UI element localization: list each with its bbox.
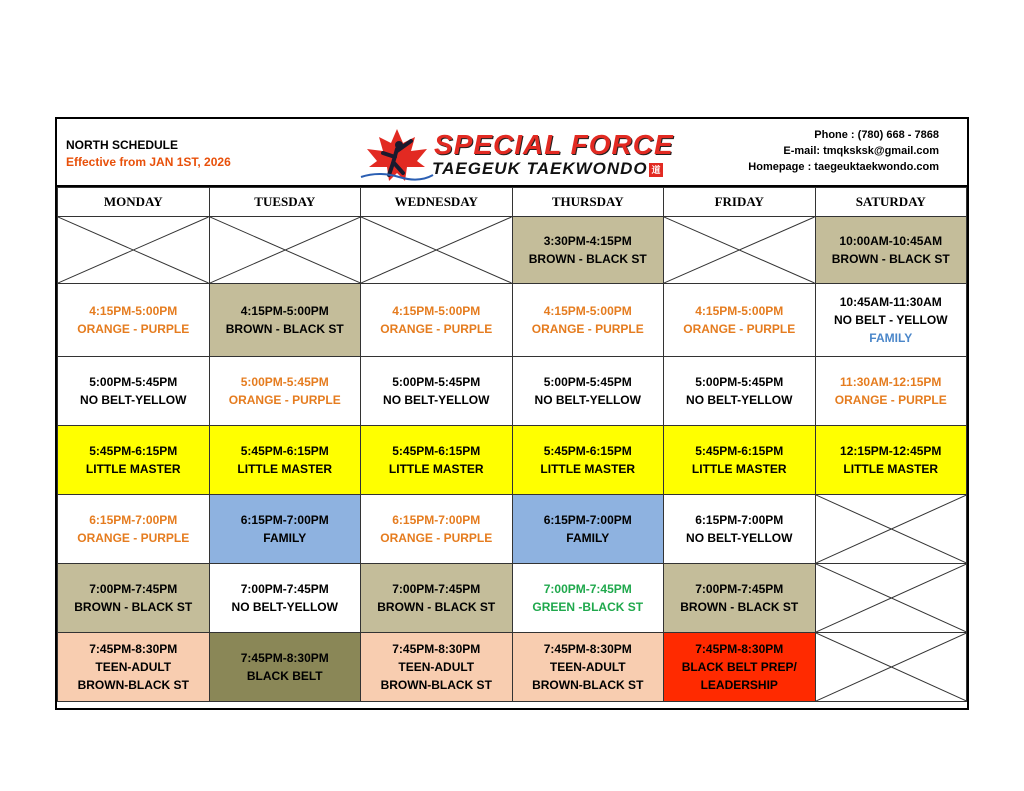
time-slot-row [58, 357, 967, 426]
class-time: 5:00PM-5:45PM [89, 375, 178, 389]
class-time: 5:45PM-6:15PM [543, 444, 632, 458]
class-level: BROWN - BLACK ST [74, 600, 193, 614]
time-slot-row [58, 495, 967, 564]
class-cell-thursday [512, 357, 664, 426]
class-level: NO BELT - YELLOW [833, 313, 948, 327]
class-cell-tuesday [209, 357, 361, 426]
cross-icon [816, 633, 967, 701]
no-class-cell-saturday [815, 564, 967, 633]
class-level: FAMILY [566, 531, 610, 545]
class-cell-monday [58, 564, 210, 633]
maple-leaf-fighter-icon [359, 127, 435, 183]
class-level: ORANGE - PURPLE [531, 322, 644, 336]
class-cell-monday [58, 284, 210, 357]
class-level: BROWN - BLACK ST [377, 600, 496, 614]
class-level: BROWN - BLACK ST [528, 252, 647, 266]
schedule-table [57, 187, 967, 702]
class-cell-saturday [815, 357, 967, 426]
class-level: LITTLE MASTER [85, 462, 181, 476]
class-time: 6:15PM-7:00PM [392, 513, 481, 527]
time-slot-row [58, 284, 967, 357]
no-class-cell-saturday [815, 495, 967, 564]
class-level: BROWN - BLACK ST [831, 252, 950, 266]
class-time: 7:45PM-8:30PM [695, 642, 784, 656]
class-cell-wednesday [361, 357, 513, 426]
class-time: 5:00PM-5:45PM [240, 375, 329, 389]
class-time: 4:15PM-5:00PM [695, 304, 784, 318]
day-header-thursday: THURSDAY [512, 188, 664, 217]
class-time: 10:00AM-10:45AM [839, 234, 943, 248]
no-class-cell-saturday [815, 633, 967, 702]
schedule-body [58, 217, 967, 702]
class-level: BLACK BELT PREP/ [681, 660, 797, 674]
class-cell-friday [664, 564, 816, 633]
day-header-friday: FRIDAY [664, 188, 816, 217]
class-time: 4:15PM-5:00PM [240, 304, 329, 318]
logo-line-2: TAEGEUK TAEKWONDO [432, 159, 648, 178]
class-time: 5:45PM-6:15PM [89, 444, 178, 458]
contact-info [748, 127, 939, 175]
class-cell-friday [664, 426, 816, 495]
class-cell-thursday [512, 495, 664, 564]
class-time: 6:15PM-7:00PM [89, 513, 178, 527]
class-level: ORANGE - PURPLE [683, 322, 796, 336]
class-cell-monday [58, 426, 210, 495]
class-cell-tuesday [209, 495, 361, 564]
header-left [66, 137, 231, 171]
class-level: LITTLE MASTER [237, 462, 333, 476]
class-level: FAMILY [869, 331, 913, 345]
no-class-cell-monday [58, 217, 210, 284]
class-time: 3:30PM-4:15PM [543, 234, 632, 248]
class-time: 11:30AM-12:15PM [840, 375, 942, 389]
logo-badge-icon: 道 [649, 163, 663, 177]
class-level: GREEN -BLACK ST [532, 600, 644, 614]
class-time: 5:45PM-6:15PM [392, 444, 481, 458]
class-level: TEEN-ADULT [398, 660, 475, 674]
cross-icon [664, 217, 815, 283]
cross-icon [58, 217, 209, 283]
class-time: 5:00PM-5:45PM [695, 375, 784, 389]
class-time: 7:00PM-7:45PM [240, 582, 329, 596]
class-time: 7:45PM-8:30PM [89, 642, 178, 656]
class-time: 7:45PM-8:30PM [543, 642, 632, 656]
class-level: LITTLE MASTER [691, 462, 787, 476]
class-level: NO BELT-YELLOW [383, 393, 490, 407]
class-time: 5:45PM-6:15PM [240, 444, 329, 458]
class-time: 5:00PM-5:45PM [392, 375, 481, 389]
class-level: BLACK BELT [246, 669, 323, 683]
class-level: LITTLE MASTER [388, 462, 484, 476]
class-cell-tuesday [209, 284, 361, 357]
day-header-saturday: SATURDAY [815, 188, 967, 217]
class-level: BROWN-BLACK ST [380, 678, 492, 692]
class-time: 5:00PM-5:45PM [543, 375, 632, 389]
class-level: LITTLE MASTER [540, 462, 636, 476]
class-cell-monday [58, 357, 210, 426]
time-slot-row [58, 564, 967, 633]
class-level: NO BELT-YELLOW [231, 600, 338, 614]
class-time: 7:00PM-7:45PM [89, 582, 178, 596]
class-cell-friday [664, 284, 816, 357]
class-level: FAMILY [263, 531, 307, 545]
class-cell-wednesday [361, 633, 513, 702]
class-time: 6:15PM-7:00PM [240, 513, 329, 527]
class-cell-tuesday [209, 564, 361, 633]
class-level: TEEN-ADULT [549, 660, 626, 674]
class-cell-saturday [815, 426, 967, 495]
class-level: ORANGE - PURPLE [834, 393, 947, 407]
class-cell-friday [664, 495, 816, 564]
class-cell-wednesday [361, 284, 513, 357]
class-time: 12:15PM-12:45PM [840, 444, 942, 458]
logo-line-1: SPECIAL FORCE [434, 129, 674, 160]
phone: Phone : (780) 668 - 7868 [814, 129, 939, 141]
class-time: 7:00PM-7:45PM [695, 582, 784, 596]
time-slot-row [58, 217, 967, 284]
class-cell-thursday [512, 633, 664, 702]
class-cell-monday [58, 495, 210, 564]
schedule-sheet [55, 117, 969, 710]
class-cell-tuesday [209, 426, 361, 495]
class-level: ORANGE - PURPLE [77, 322, 190, 336]
email: E-mail: tmqksksk@gmail.com [783, 145, 939, 157]
time-slot-row [58, 426, 967, 495]
no-class-cell-wednesday [361, 217, 513, 284]
time-slot-row [58, 633, 967, 702]
class-time: 6:15PM-7:00PM [695, 513, 784, 527]
class-cell-thursday [512, 217, 664, 284]
class-time: 7:00PM-7:45PM [392, 582, 481, 596]
class-level: NO BELT-YELLOW [686, 531, 793, 545]
cross-icon [361, 217, 512, 283]
class-level: NO BELT-YELLOW [534, 393, 641, 407]
class-level: ORANGE - PURPLE [77, 531, 190, 545]
class-time: 7:45PM-8:30PM [392, 642, 481, 656]
class-cell-friday [664, 633, 816, 702]
class-level: LEADERSHIP [700, 678, 778, 692]
cross-icon [816, 564, 967, 632]
schedule-title: NORTH SCHEDULE [66, 138, 179, 152]
day-header-monday: MONDAY [58, 188, 210, 217]
class-cell-wednesday [361, 495, 513, 564]
class-time: 6:15PM-7:00PM [543, 513, 632, 527]
class-time: 5:45PM-6:15PM [695, 444, 784, 458]
class-time: 7:45PM-8:30PM [240, 651, 329, 665]
effective-date: Effective from JAN 1ST, 2026 [66, 155, 231, 169]
class-time: 7:00PM-7:45PM [543, 582, 632, 596]
cross-icon [210, 217, 361, 283]
class-cell-thursday [512, 284, 664, 357]
class-level: BROWN-BLACK ST [77, 678, 189, 692]
class-cell-friday [664, 357, 816, 426]
class-cell-tuesday [209, 633, 361, 702]
class-level: NO BELT-YELLOW [686, 393, 793, 407]
day-header-tuesday: TUESDAY [209, 188, 361, 217]
class-cell-saturday [815, 217, 967, 284]
schedule-header [57, 119, 967, 187]
class-time: 4:15PM-5:00PM [392, 304, 481, 318]
class-level: BROWN-BLACK ST [532, 678, 644, 692]
no-class-cell-tuesday [209, 217, 361, 284]
schedule-grid [57, 187, 967, 708]
no-class-cell-friday [664, 217, 816, 284]
class-cell-saturday [815, 284, 967, 357]
class-level: TEEN-ADULT [95, 660, 172, 674]
class-level: ORANGE - PURPLE [380, 531, 493, 545]
class-level: BROWN - BLACK ST [225, 322, 344, 336]
class-cell-thursday [512, 564, 664, 633]
class-level: ORANGE - PURPLE [380, 322, 493, 336]
class-level: NO BELT-YELLOW [80, 393, 187, 407]
class-cell-thursday [512, 426, 664, 495]
day-header-row [58, 188, 967, 217]
class-level: ORANGE - PURPLE [228, 393, 341, 407]
class-time: 10:45AM-11:30AM [839, 295, 942, 309]
class-level: BROWN - BLACK ST [680, 600, 799, 614]
day-header-wednesday: WEDNESDAY [361, 188, 513, 217]
logo [359, 127, 674, 183]
class-cell-wednesday [361, 564, 513, 633]
homepage: Homepage : taegeuktaekwondo.com [748, 161, 939, 173]
class-time: 4:15PM-5:00PM [543, 304, 632, 318]
class-time: 4:15PM-5:00PM [89, 304, 178, 318]
class-level: LITTLE MASTER [843, 462, 939, 476]
cross-icon [816, 495, 967, 563]
class-cell-monday [58, 633, 210, 702]
class-cell-wednesday [361, 426, 513, 495]
